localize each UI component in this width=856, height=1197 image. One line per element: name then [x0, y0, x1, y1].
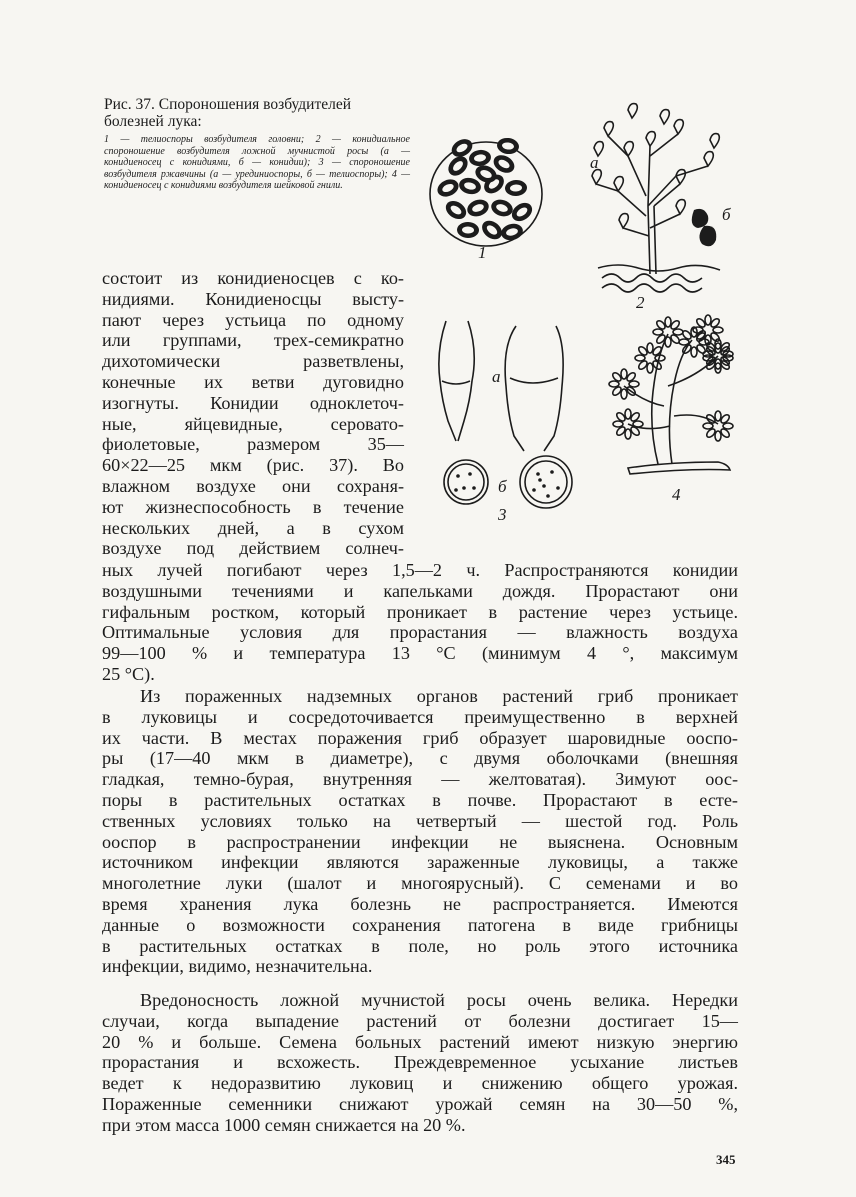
conidium-petal [629, 381, 639, 387]
conidium-petal [691, 347, 697, 357]
fig3b-label: б [498, 477, 507, 496]
conidium-petal [635, 355, 645, 361]
conidium-petal [625, 409, 631, 419]
fig1-label: 1 [478, 243, 487, 262]
text-line: их части. В местах поражения гриб образует шаровидные ооспо- [102, 727, 738, 748]
urediniospores-drawing [439, 321, 563, 451]
paragraph-continuation [102, 560, 738, 685]
text-line: 25 °С). [102, 663, 155, 684]
conidium-petal [647, 343, 653, 353]
spore-dot [556, 486, 560, 490]
spore-dot [546, 494, 550, 498]
figure-caption [104, 96, 410, 192]
spore-dot [550, 470, 554, 474]
text-line: ры (17—40 мкм в диаметре), с двумя оболочками (внешняя [102, 748, 738, 769]
spore-dot [468, 472, 472, 476]
fig3a-label: а [492, 367, 501, 386]
conidium-petal [665, 337, 671, 347]
spore-dot [462, 486, 466, 490]
text-line: 99—100 % и температура 13 °С (минимум 4 °, максимум [102, 643, 738, 664]
conidium-petal [653, 329, 663, 335]
teliospores-drawing [444, 456, 572, 508]
conidium-petal [715, 411, 721, 421]
text-line: Вредоносность ложной мучнистой росы очень велика. Нередки [140, 990, 738, 1010]
text-line: влажном воздухе они сохраня- [102, 475, 404, 496]
spore-dot [538, 478, 542, 482]
spore-dot [542, 484, 546, 488]
conidium-petal [625, 429, 631, 439]
conidium-petal [673, 329, 683, 335]
conidium-petal [693, 327, 703, 333]
text-line: многолетние луки (шалот и многоярусный). С семенами и во [102, 873, 738, 894]
text-line: нидиями. Конидиеносцы высту- [102, 288, 404, 309]
text-line: конечные их ветви дуговидно [102, 371, 404, 392]
conidium-tip [660, 110, 669, 124]
text-line: воздушными течениями и капельками дождя. Прорастают они [102, 580, 738, 601]
conidium-petal [633, 421, 643, 427]
fig2a-label: а [590, 153, 599, 172]
text-line: 20 % и больше. Семена больных растений имеют низкую энергию [102, 1031, 738, 1052]
conidium-petal [715, 431, 721, 441]
text-line: изогнуты. Конидии одноклеточ- [102, 392, 404, 413]
text-line: ные, яйцевидные, серовато- [102, 413, 404, 434]
text-line: Из пораженных надземных органов растений гриб проникает [140, 686, 738, 706]
text-line: фиолетовые, размером 35— [102, 434, 404, 455]
fig3-label: 3 [498, 505, 507, 524]
text-line: в луковицы и сосредоточивается преимущественно в верхней [102, 706, 738, 727]
spore-dot [456, 474, 460, 478]
conidium-tip [646, 132, 655, 146]
conidium-tip [676, 170, 685, 184]
text-line: прорастания и всхожесть. Преждевременное усыхание листьев [102, 1052, 738, 1073]
text-line: воздухе под действием солнеч- [102, 538, 404, 559]
text-line: источником инфекции являются зараженные луковицы, а также [102, 852, 738, 873]
fig4-label: 4 [672, 485, 681, 504]
spore-dot [454, 488, 458, 492]
conidium-petal [621, 389, 627, 399]
text-line: Оптимальные условия для прорастания — влажность воздуха [102, 622, 738, 643]
conidium-tip [614, 177, 623, 191]
text-line: состоит из конидиеносцев с ко- [102, 268, 404, 288]
text-line: ооспор в распространении инфекции не выяснена. Основным [102, 831, 738, 852]
page-number: 345 [716, 1152, 736, 1167]
conidium-tip [628, 104, 637, 118]
paragraph-harmfulness [102, 990, 738, 1136]
conidium-petal [621, 369, 627, 379]
text-line: гладкая, темно-бурая, внутренняя — желтоватая). Зимуют оос- [102, 769, 738, 790]
wrapped-paragraph [102, 268, 404, 559]
conidiophore-drawing [592, 104, 720, 292]
text-line: ных лучей погибают через 1,5—2 ч. Распространяются конидии [102, 560, 738, 580]
text-line: при этом масса 1000 семян снижается на 20 %. [102, 1114, 466, 1135]
conidium-petal [647, 363, 653, 373]
text-line: нескольких дней, а в сухом [102, 517, 404, 538]
conidium-petal [705, 315, 711, 325]
text-line: ведет к недоразвитию луковиц и снижению общего урожая. [102, 1073, 738, 1094]
text-line: ственных условиях только на четвертый — шестой год. Роль [102, 810, 738, 831]
conidium-petal [703, 423, 713, 429]
text-line: в растительных остатках в поле, но роль этого источника [102, 935, 738, 956]
conidium-tip [710, 134, 719, 148]
caption-title: Рис. 37. Спороношения возбудителей болезней лука: [104, 96, 352, 130]
conidium-tip [604, 122, 613, 136]
text-line: поры в растительных остатках в почве. Прорастают в есте- [102, 789, 738, 810]
text-line: инфекции, видимо, незначительна. [102, 956, 373, 977]
text-line: пают через устьица по одному [102, 309, 404, 330]
conidium-petal [613, 421, 623, 427]
text-line: случаи, когда выпадение растений от болезни достигает 15— [102, 1010, 738, 1031]
text-line: 60×22—25 мкм (рис. 37). Во [102, 455, 404, 476]
text-line: Пораженные семенники снижают урожай семян на 30—50 %, [102, 1093, 738, 1114]
text-line: дихотомически разветвлены, [102, 351, 404, 372]
spore-dot [532, 488, 536, 492]
conidium-tip [619, 214, 628, 228]
conidium-petal [723, 423, 733, 429]
spore-dot [472, 486, 476, 490]
conidium-petal [665, 317, 671, 327]
text-line: или группами, трех-семикратно [102, 330, 404, 351]
spore-dot [536, 472, 540, 476]
conidium-petal [679, 339, 689, 345]
fig2b-label: б [722, 205, 731, 224]
figure-37-illustration [418, 96, 758, 536]
conidium-petal [713, 327, 723, 333]
paragraph-infection-spread [102, 686, 738, 977]
conidium-petal [609, 381, 619, 387]
text-line: ют жизнеспособность в течение [102, 496, 404, 517]
fig2-label: 2 [636, 293, 645, 312]
conidium-tip [704, 152, 713, 166]
text-line: время хранения лука болезнь не распространяется. Имеются [102, 893, 738, 914]
caption-body: 1 — телиоспоры возбудителя головни; 2 — конидиальное спороношение возбудителя ложной мучнистой росы (а — конидиеносец с конидиями, б — конидии); 3 — спороношение возбудителя ржавчины (а — урединиоспоры, б — телиоспоры); 4 — конидиеносец с конидиями возбудителя шейковой гнили. [104, 134, 410, 192]
conidium-tip [674, 120, 683, 134]
conidium-tip [676, 200, 685, 214]
teliospore-cluster-drawing [430, 136, 542, 246]
text-line: гифальным ростком, который проникает в растение через устьице. [102, 601, 738, 622]
text-line: данные о возможности сохранения патогена в виде грибницы [102, 914, 738, 935]
neck-rot-conidiophore-drawing [609, 315, 733, 474]
